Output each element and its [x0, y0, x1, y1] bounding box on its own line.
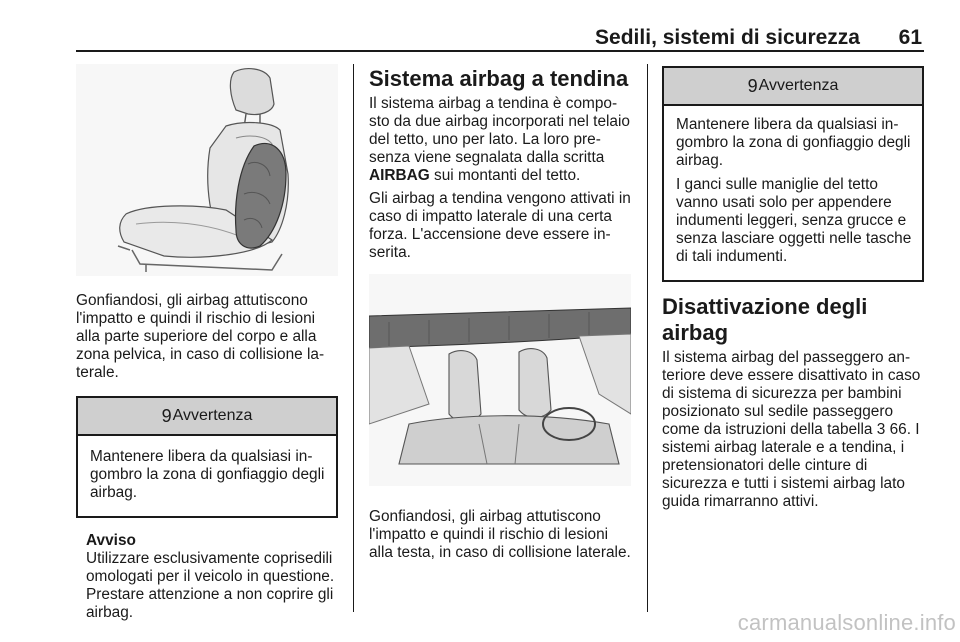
paragraph-text: sui montanti del tetto.: [429, 167, 581, 184]
page-number: 61: [898, 26, 922, 49]
warning-title: Avvertenza: [172, 407, 253, 424]
page-reference-link[interactable]: 66: [889, 421, 907, 438]
airbag-deactivation-paragraph: [662, 349, 924, 511]
running-header-title: Sedili, sistemi di sicurezza: [595, 26, 860, 49]
warning-text-2: I ganci sulle maniglie del tetto vanno usati solo per appendere indumenti leggeri, senza grucce e senza lasciare oggetti nelle tasche di tali indumenti.: [676, 176, 912, 265]
airbag-label: AIRBAG: [369, 167, 430, 184]
warning-text-1: Mantenere libera da qualsiasi ingombro la zona di gonfiaggio degli airbag.: [676, 116, 911, 169]
curtain-airbag-illustration: [369, 274, 631, 486]
column-divider-1: [353, 64, 354, 612]
column-3: [662, 66, 924, 511]
warning-body: [78, 436, 336, 516]
watermark: carmanualsonline.info: [737, 610, 956, 635]
section-heading-curtain-airbag: Sistema airbag a tendina: [369, 66, 629, 91]
warning-header: [664, 68, 922, 106]
curtain-airbag-paragraph-1: [369, 95, 631, 185]
column-1: [76, 64, 338, 622]
car-interior-curtain-airbag-drawing: [369, 274, 631, 486]
warning-text: Mantenere libera da qualsiasi ingombro la zona di gonfiaggio degli airbag.: [90, 448, 325, 501]
seat-airbag-caption: Gonfiandosi, gli airbag attutiscono l'impatto e quindi il rischio di lesioni alla parte superiore del corpo e alla zona pelvica, in caso di collisione laterale.: [76, 292, 325, 381]
note-block: [76, 532, 338, 622]
curtain-airbag-paragraph-2: Gli airbag a tendina vengono attivati in caso di impatto laterale di una certa forza. L'accensione deve essere inserita.: [369, 190, 631, 261]
warning-triangle-icon: 9: [747, 75, 758, 96]
paragraph-text: Il sistema airbag a tendina è composto da due airbag incorporati nel telaio del tetto, uno per lato. La loro presenza viene segnalata dalla scritta: [369, 95, 630, 166]
warning-header: [78, 398, 336, 436]
warning-body: [664, 106, 922, 280]
seat-airbag-illustration: [76, 64, 338, 276]
warning-title: Avvertenza: [758, 77, 839, 94]
page-reference-arrow-icon: 3: [876, 421, 886, 438]
column-2: [369, 66, 631, 562]
note-title: Avviso: [86, 532, 136, 549]
paragraph-text: Il sistema airbag del passeggero anteriore deve essere disattivato in caso di sistema di sicurezza per bambini posizionato sul sedile passeggero come da istruzioni della tabella: [662, 349, 921, 438]
warning-box-2: [662, 66, 924, 282]
header-rule: [76, 50, 924, 52]
column-divider-2: [647, 64, 648, 612]
note-text: Utilizzare esclusivamente coprisedili omologati per il veicolo in questione. Prestare attenzione a non coprire gli airbag.: [86, 550, 335, 621]
seat-side-airbag-drawing: [76, 64, 338, 276]
warning-triangle-icon: 9: [161, 405, 172, 426]
curtain-airbag-caption: Gonfiandosi, gli airbag attutiscono l'impatto e quindi il rischio di lesioni alla testa, in caso di collisione laterale.: [369, 508, 631, 561]
section-heading-airbag-deactivation: Disattivazione degli airbag: [662, 294, 868, 345]
paragraph-text: . I sistemi airbag laterale e a tendina, i pretensionatori delle cinture di sicurezza e tutti i sistemi airbag lato guida rimarranno attivi.: [662, 421, 920, 510]
warning-box-1: [76, 396, 338, 518]
